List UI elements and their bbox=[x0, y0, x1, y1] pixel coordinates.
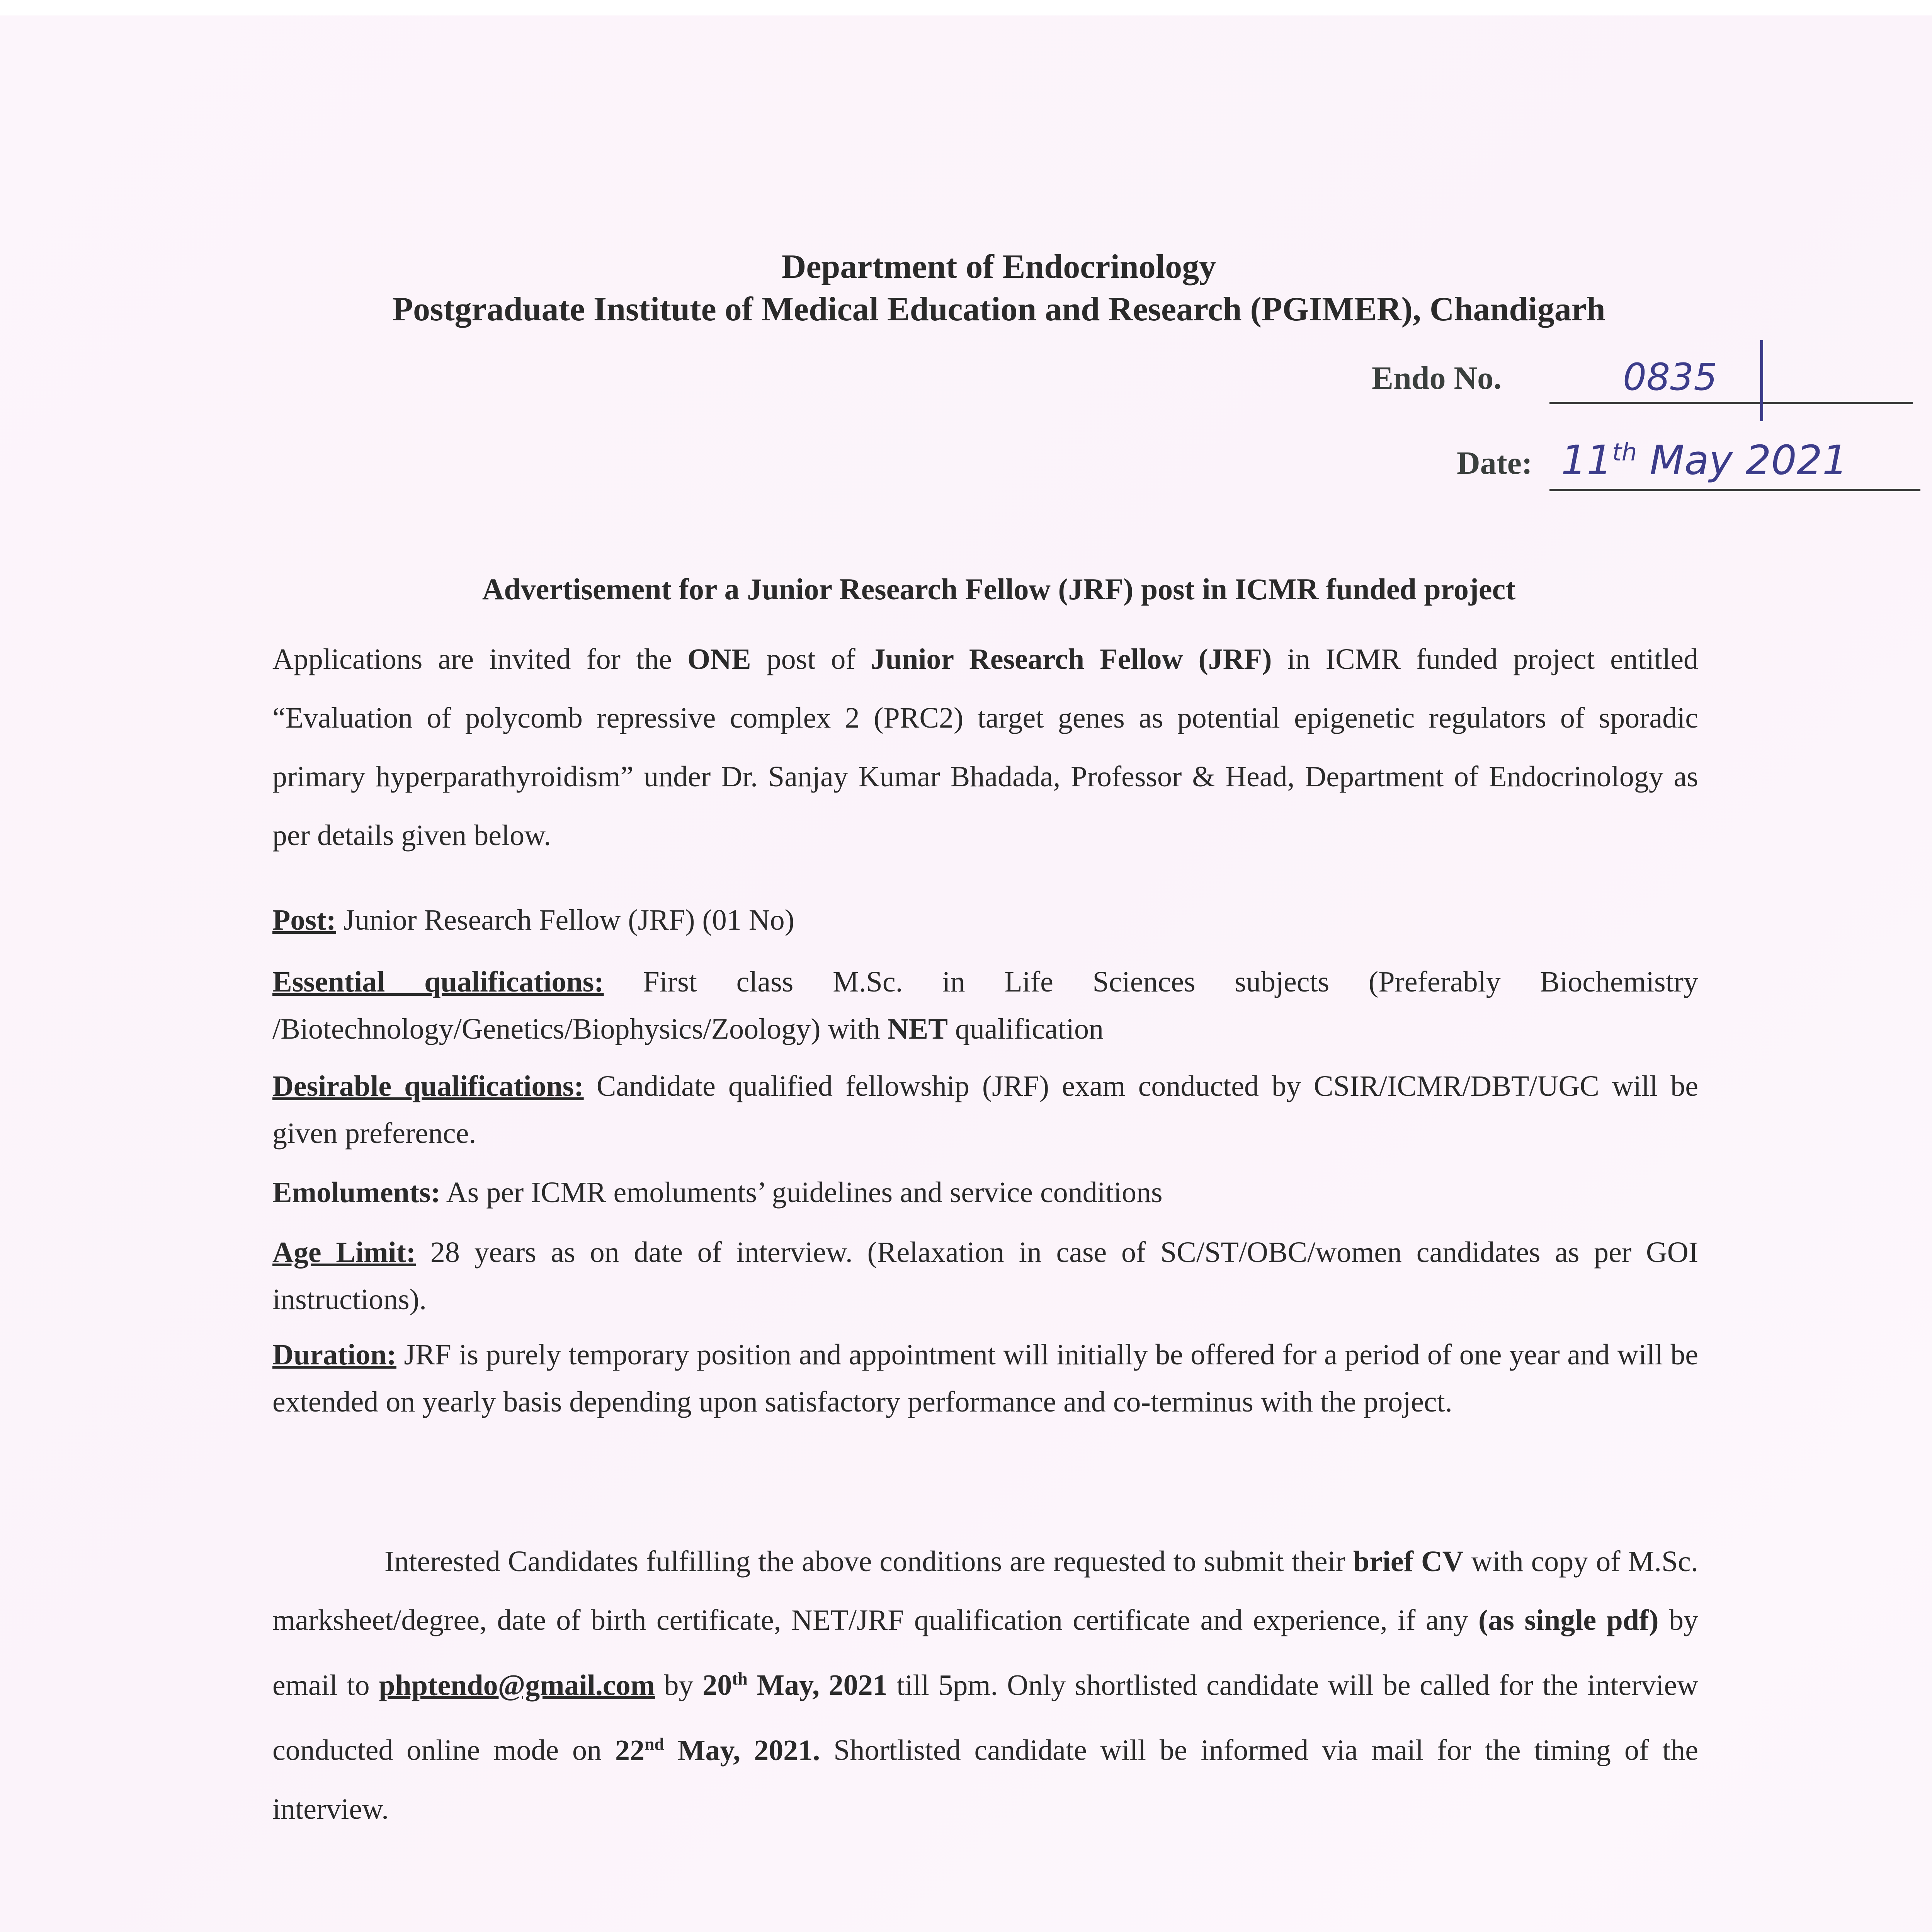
date-value bbox=[1561, 437, 1848, 484]
intro-text-1: Applications are invited for the bbox=[272, 643, 687, 675]
interview-day: 22 bbox=[615, 1734, 645, 1767]
closing-text-2: with copy of M.Sc. marksheet/degree, date of birth certificate, NET/JRF qualification certificate and experience, if any bbox=[272, 1545, 1698, 1636]
duration-text: JRF is purely temporary position and appointment will initially be offered for a period of one year and will be extended on yearly basis depending upon satisfactory performance and co-terminus with the project. bbox=[272, 1338, 1698, 1418]
closing-text-1: Interested Candidates fulfilling the above conditions are requested to submit their bbox=[384, 1545, 1353, 1578]
deadline-suffix: th bbox=[732, 1669, 748, 1689]
date-rest: May 2021 bbox=[1650, 437, 1848, 484]
intro-jrf: Junior Research Fellow (JRF) bbox=[871, 643, 1272, 675]
deadline-day: 20 bbox=[702, 1669, 732, 1702]
interview-suffix: nd bbox=[645, 1734, 664, 1754]
essential-net: NET bbox=[887, 1013, 948, 1045]
field-desirable bbox=[272, 1063, 1698, 1157]
intro-paragraph bbox=[272, 630, 1698, 865]
age-label: Age Limit: bbox=[272, 1236, 416, 1269]
endo-no-pen-stroke bbox=[1760, 340, 1763, 421]
date-line bbox=[1549, 489, 1920, 491]
desirable-label: Desirable qualifications: bbox=[272, 1070, 584, 1102]
closing-paragraph bbox=[272, 1532, 1698, 1838]
endo-no-line bbox=[1549, 402, 1913, 404]
field-emoluments bbox=[272, 1169, 1698, 1216]
deadline-rest: May, 2021 bbox=[747, 1669, 888, 1702]
endo-no-value: 0835 bbox=[1623, 355, 1718, 399]
field-duration bbox=[272, 1331, 1698, 1425]
post-label: Post: bbox=[272, 904, 336, 936]
closing-text-5: till 5pm. Only shortlisted candidate will be called for the interview conducted online mode on bbox=[272, 1669, 1699, 1767]
field-post bbox=[272, 896, 1698, 944]
intro-text-3: in ICMR funded project entitled “Evaluation of polycomb repressive complex 2 (PRC2) target genes as potential epigenetic regulators of sporadic primary hyperparathyroidism” under Dr. Sanjay Kumar Bhadada, Professor & Head, Department of Endocrinology as per details given below. bbox=[272, 643, 1699, 852]
field-age-limit bbox=[272, 1229, 1698, 1323]
closing-text-4: by bbox=[655, 1669, 703, 1702]
advert-title: Advertisement for a Junior Research Fellow (JRF) post in ICMR funded project bbox=[482, 572, 1516, 606]
field-essential bbox=[272, 958, 1698, 1053]
essential-text-2: qualification bbox=[947, 1013, 1104, 1045]
date-suffix: th bbox=[1612, 438, 1637, 466]
closing-text-6: Shortlisted candidate will be informed via mail for the timing of the interview. bbox=[272, 1734, 1699, 1825]
scan-top-margin bbox=[0, 0, 1932, 15]
email-link[interactable]: phptendo@gmail.com bbox=[379, 1669, 655, 1702]
institute-heading: Postgraduate Institute of Medical Education and Research (PGIMER), Chandigarh bbox=[392, 291, 1605, 328]
emoluments-label: Emoluments: bbox=[272, 1176, 440, 1209]
date-label: Date: bbox=[1457, 445, 1532, 481]
desirable-text: Candidate qualified fellowship (JRF) exam conducted by CSIR/ICMR/DBT/UGC will be given preference. bbox=[272, 1070, 1698, 1150]
closing-brief-cv: brief CV bbox=[1353, 1545, 1464, 1578]
age-text: 28 years as on date of interview. (Relaxation in case of SC/ST/OBC/women candidates as per GOI instructions). bbox=[272, 1236, 1698, 1316]
closing-text-3: by email to bbox=[272, 1604, 1699, 1702]
endo-no-label: Endo No. bbox=[1372, 360, 1502, 396]
document-page bbox=[0, 15, 1932, 1932]
essential-text-1: First class M.Sc. in Life Sciences subjects (Preferably Biochemistry /Biotechnology/Genetics/Biophysics/Zoology) with bbox=[272, 966, 1698, 1045]
intro-one: ONE bbox=[687, 643, 751, 675]
emoluments-text: As per ICMR emoluments’ guidelines and service conditions bbox=[440, 1176, 1163, 1209]
closing-single-pdf: (as single pdf) bbox=[1478, 1604, 1659, 1636]
intro-text-2: post of bbox=[751, 643, 871, 675]
essential-label: Essential qualifications: bbox=[272, 966, 604, 998]
interview-rest: May, 2021. bbox=[664, 1734, 820, 1767]
date-day: 11 bbox=[1561, 437, 1612, 484]
post-text: Junior Research Fellow (JRF) (01 No) bbox=[336, 904, 794, 936]
department-heading: Department of Endocrinology bbox=[781, 248, 1216, 286]
duration-label: Duration: bbox=[272, 1338, 396, 1371]
